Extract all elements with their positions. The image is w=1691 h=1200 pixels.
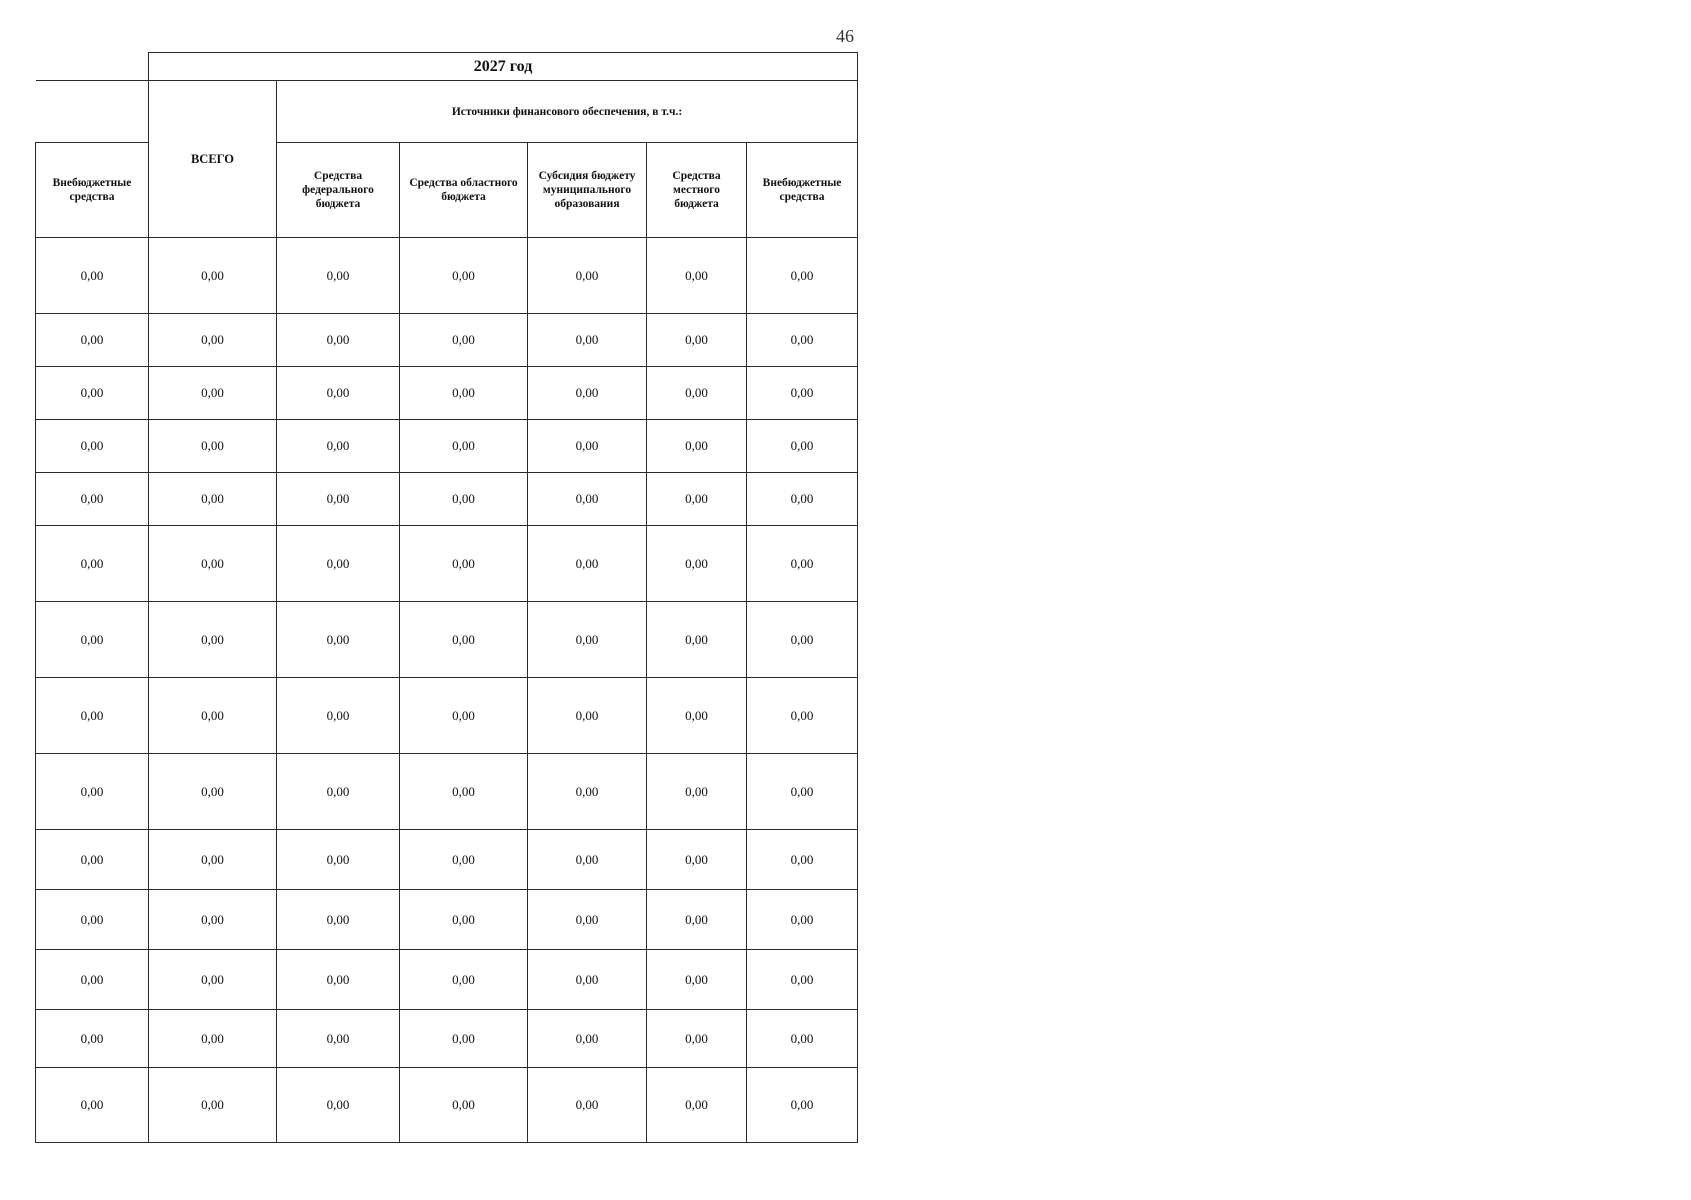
table-cell: 0,00 [36, 830, 149, 890]
table-row [36, 754, 858, 830]
table-cell: 0,00 [647, 420, 747, 473]
table-cell: 0,00 [400, 754, 528, 830]
page-number: 46 [836, 26, 854, 46]
table-row [36, 238, 858, 314]
table-cell: 0,00 [277, 602, 400, 678]
table-row [36, 473, 858, 526]
table-cell: 0,00 [528, 526, 647, 602]
table-cell: 0,00 [400, 890, 528, 950]
table-cell: 0,00 [36, 314, 149, 367]
table-cell: 0,00 [277, 473, 400, 526]
table-cell: 0,00 [36, 602, 149, 678]
table-row [36, 602, 858, 678]
table-cell: 0,00 [36, 238, 149, 314]
table-row [36, 420, 858, 473]
column-header-local: Средства местного бюджета [647, 143, 747, 238]
table-cell: 0,00 [747, 950, 858, 1010]
table-cell: 0,00 [149, 314, 277, 367]
sources-header: Источники финансового обеспечения, в т.ч.: [277, 81, 858, 143]
table-body [36, 53, 858, 1143]
table-cell: 0,00 [36, 1010, 149, 1068]
table-cell: 0,00 [647, 890, 747, 950]
table-cell: 0,00 [528, 950, 647, 1010]
table-cell: 0,00 [277, 950, 400, 1010]
table-cell: 0,00 [647, 526, 747, 602]
table-cell: 0,00 [647, 473, 747, 526]
table-cell: 0,00 [36, 950, 149, 1010]
column-header-municipal-subsidy: Субсидия бюджету муниципального образования [528, 143, 647, 238]
table-cell: 0,00 [747, 420, 858, 473]
table-row [36, 1010, 858, 1068]
table-row [36, 314, 858, 367]
year-header: 2027 год [149, 53, 858, 81]
table-cell: 0,00 [149, 420, 277, 473]
table-cell: 0,00 [277, 367, 400, 420]
table-row [36, 367, 858, 420]
table-cell: 0,00 [647, 1068, 747, 1143]
table-cell: 0,00 [647, 1010, 747, 1068]
table-cell: 0,00 [149, 754, 277, 830]
table-cell: 0,00 [277, 1010, 400, 1068]
table-cell: 0,00 [400, 526, 528, 602]
table-cell: 0,00 [647, 678, 747, 754]
table-cell: 0,00 [400, 473, 528, 526]
table-cell: 0,00 [149, 238, 277, 314]
table-cell: 0,00 [400, 420, 528, 473]
table-row [36, 526, 858, 602]
table-cell: 0,00 [277, 314, 400, 367]
table-cell: 0,00 [36, 1068, 149, 1143]
table-cell: 0,00 [277, 238, 400, 314]
table-row [36, 678, 858, 754]
table-cell: 0,00 [400, 830, 528, 890]
table-cell: 0,00 [747, 830, 858, 890]
table-cell: 0,00 [647, 238, 747, 314]
table-cell: 0,00 [647, 754, 747, 830]
table-cell: 0,00 [149, 890, 277, 950]
table-cell: 0,00 [36, 678, 149, 754]
header-row-year [36, 53, 858, 81]
table-cell: 0,00 [149, 1068, 277, 1143]
table-cell: 0,00 [277, 420, 400, 473]
table-cell: 0,00 [747, 1068, 858, 1143]
table-cell: 0,00 [528, 1010, 647, 1068]
header-blank-middle [36, 81, 149, 143]
table-cell: 0,00 [36, 754, 149, 830]
table-cell: 0,00 [277, 678, 400, 754]
table-cell: 0,00 [149, 602, 277, 678]
table-cell: 0,00 [747, 473, 858, 526]
table-cell: 0,00 [149, 526, 277, 602]
table-cell: 0,00 [647, 830, 747, 890]
table-cell: 0,00 [277, 830, 400, 890]
table-cell: 0,00 [528, 420, 647, 473]
table-cell: 0,00 [149, 678, 277, 754]
table-cell: 0,00 [528, 314, 647, 367]
table-cell: 0,00 [647, 314, 747, 367]
table-cell: 0,00 [36, 526, 149, 602]
table-cell: 0,00 [647, 602, 747, 678]
table-cell: 0,00 [36, 367, 149, 420]
table-cell: 0,00 [528, 890, 647, 950]
column-header-federal: Средства федерального бюджета [277, 143, 400, 238]
table-cell: 0,00 [747, 754, 858, 830]
table-cell: 0,00 [400, 1068, 528, 1143]
table-cell: 0,00 [747, 1010, 858, 1068]
table-cell: 0,00 [528, 473, 647, 526]
table-cell: 0,00 [277, 1068, 400, 1143]
table-cell: 0,00 [747, 526, 858, 602]
column-header-total: ВСЕГО [149, 81, 277, 238]
table-cell: 0,00 [149, 367, 277, 420]
table-cell: 0,00 [36, 420, 149, 473]
table-cell: 0,00 [400, 678, 528, 754]
table-row [36, 950, 858, 1010]
header-blank-top [36, 53, 149, 81]
table-cell: 0,00 [400, 950, 528, 1010]
table-cell: 0,00 [277, 890, 400, 950]
table-cell: 0,00 [149, 1010, 277, 1068]
table-cell: 0,00 [528, 830, 647, 890]
budget-table [35, 52, 858, 1143]
table-cell: 0,00 [277, 526, 400, 602]
table-cell: 0,00 [747, 678, 858, 754]
table-cell: 0,00 [528, 754, 647, 830]
table-cell: 0,00 [528, 678, 647, 754]
table-cell: 0,00 [400, 367, 528, 420]
column-header-regional: Средства областного бюджета [400, 143, 528, 238]
table-cell: 0,00 [400, 602, 528, 678]
table-cell: 0,00 [747, 367, 858, 420]
table-cell: 0,00 [747, 890, 858, 950]
table-row [36, 1068, 858, 1143]
table-cell: 0,00 [36, 473, 149, 526]
table-row [36, 830, 858, 890]
column-header-extrabudgetary-prev: Внебюджетные средства [36, 143, 149, 238]
budget-table-sheet [35, 52, 857, 1139]
table-cell: 0,00 [747, 602, 858, 678]
table-cell: 0,00 [400, 238, 528, 314]
table-cell: 0,00 [528, 238, 647, 314]
table-cell: 0,00 [149, 473, 277, 526]
table-cell: 0,00 [528, 367, 647, 420]
table-row [36, 890, 858, 950]
table-cell: 0,00 [528, 602, 647, 678]
table-cell: 0,00 [149, 830, 277, 890]
table-cell: 0,00 [528, 1068, 647, 1143]
table-cell: 0,00 [36, 890, 149, 950]
table-cell: 0,00 [400, 1010, 528, 1068]
table-cell: 0,00 [149, 950, 277, 1010]
table-cell: 0,00 [647, 367, 747, 420]
header-row-sources [36, 81, 858, 143]
table-cell: 0,00 [747, 238, 858, 314]
table-cell: 0,00 [747, 314, 858, 367]
table-cell: 0,00 [277, 754, 400, 830]
table-cell: 0,00 [647, 950, 747, 1010]
column-header-extrabudgetary: Внебюджетные средства [747, 143, 858, 238]
table-cell: 0,00 [400, 314, 528, 367]
